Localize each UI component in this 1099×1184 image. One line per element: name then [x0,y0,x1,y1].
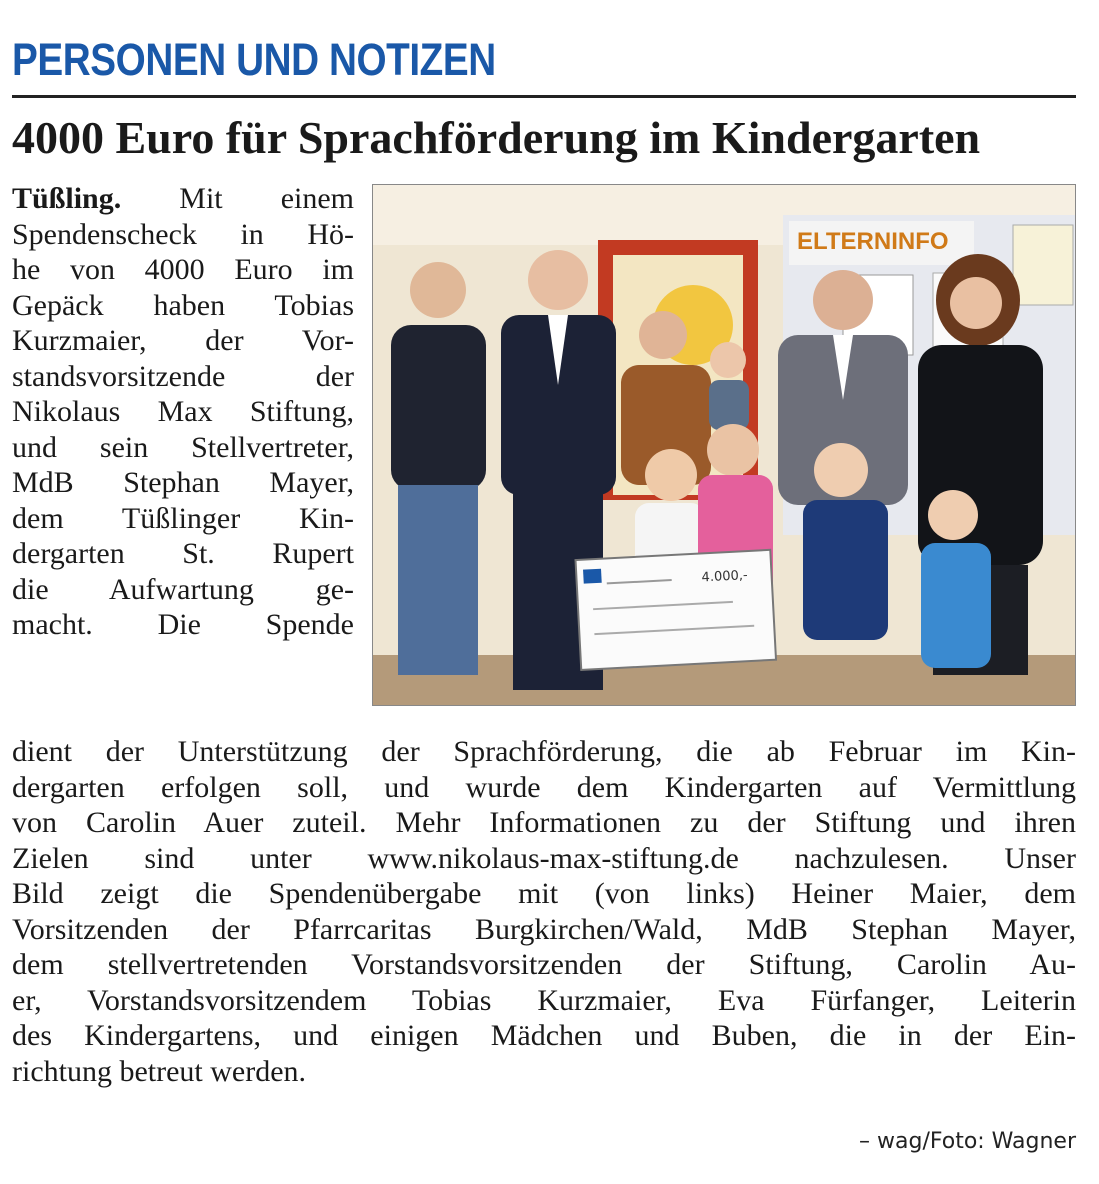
section-rule [12,95,1076,98]
photo-credit: – wag/Foto: Wagner [859,1129,1076,1154]
article-line: macht. Die Spende [12,608,354,641]
article-line: von Carolin Auer zuteil. Mehr Informationen zu der Stiftung und ihren [12,806,1076,839]
article-headline: 4000 Euro für Sprachförderung im Kindergarten [12,112,981,163]
article-line: richtung betreut werden. [12,1054,307,1088]
cheque-amount: 4.000,- [701,568,749,586]
article-line: dergarten St. Rupert [12,537,354,570]
article-line: Bild zeigt die Spendenübergabe mit (von links) Heiner Maier, dem [12,877,1076,910]
article-photo [372,184,1076,706]
article-line: Nikolaus Max Stiftung, [12,395,354,428]
article-line: er, Vorstandsvorsitzendem Tobias Kurzmaier, Eva Fürfanger, Leiterin [12,983,1076,1017]
article-placename: Tüßling. [12,182,122,215]
article-line: Vorsitzenden der Pfarrcaritas Burgkirchen/Wald, MdB Stephan Mayer, [12,912,1076,946]
article-line: standsvorsitzende der [12,359,354,393]
wall-sign-text: ELTERNINFO [797,228,949,255]
article-line: MdB Stephan Mayer, [12,466,354,499]
article-line: dem stellvertretenden Vorstandsvorsitzenden der Stiftung, Carolin Au- [12,948,1076,981]
article-line: des Kindergartens, und einigen Mädchen und Buben, die in der Ein- [12,1019,1076,1052]
article-line: Gepäck haben Tobias [12,288,354,322]
article-line: Zielen sind unter www.nikolaus-max-stiftung.de nachzulesen. Unser [12,841,1076,875]
article-text-wide [12,734,1076,1089]
article-line: und sein Stellvertreter, [12,430,354,464]
article-text-narrow [12,181,354,643]
section-heading: PERSONEN UND NOTIZEN [12,34,496,85]
article-line: Spendenscheck in Hö- [12,217,354,251]
article-line: dem Tüßlinger Kin- [12,501,354,535]
article-line: Tüßling. Mit einem [12,182,354,215]
article-line: dergarten erfolgen soll, und wurde dem Kindergarten auf Vermittlung [12,770,1076,804]
article-line: Kurzmaier, der Vor- [12,324,354,357]
article-line: he von 4000 Euro im [12,253,354,286]
article-line: dient der Unterstützung der Sprachförderung, die ab Februar im Kin- [12,735,1076,768]
article-line: die Aufwartung ge- [12,572,354,606]
